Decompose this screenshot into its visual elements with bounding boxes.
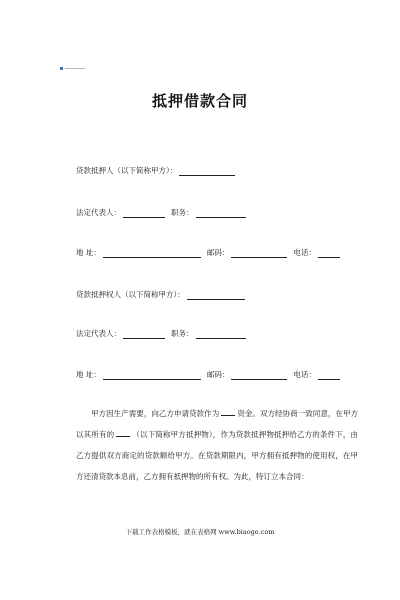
address-label: 地 址： — [76, 248, 101, 257]
borrower-label: 贷款抵押人（以下简称甲方）： — [76, 166, 178, 175]
legal-rep-blank-2[interactable] — [123, 330, 165, 339]
phone-label-2: 电话： — [293, 370, 316, 379]
body-text-3: （以下简称甲方抵押物），作为贷款抵押物抵押给乙方的条件下，由乙方提供双方商定的贷款额给甲方。在贷款期限内，甲方拥有抵押物的使用权，在甲方还清贷款本息前，乙方拥有抵押物的所有权。为此，特订立本合同： — [76, 430, 358, 481]
legal-rep-label: 法定代表人： — [76, 208, 121, 217]
phone-label: 电话： — [293, 248, 316, 257]
postcode-blank[interactable] — [231, 249, 287, 258]
phone-blank-2[interactable] — [318, 371, 340, 380]
address-line-1 — [76, 248, 342, 258]
legal-rep-blank[interactable] — [123, 209, 165, 218]
position-label-2: 职务： — [171, 329, 194, 338]
pledge-item-blank[interactable] — [116, 428, 130, 437]
postcode-label-2: 邮码： — [206, 370, 230, 379]
logo-icon — [60, 66, 90, 70]
loan-purpose-blank[interactable] — [221, 407, 235, 416]
address-blank[interactable] — [103, 249, 201, 258]
lender-label: 贷款抵押权人（以下简称甲方）： — [76, 290, 185, 299]
postcode-label: 邮码： — [206, 248, 230, 257]
phone-blank[interactable] — [318, 249, 340, 258]
contract-body-paragraph — [76, 403, 358, 487]
address-line-2 — [76, 370, 342, 380]
body-text-2: 资金。双方经协商一致同意，在甲方以其所有的 — [76, 409, 359, 439]
lender-blank[interactable] — [187, 291, 245, 300]
position-blank-2[interactable] — [196, 330, 246, 339]
lender-line — [76, 290, 247, 300]
borrower-line — [76, 166, 237, 176]
legal-rep-line-1 — [76, 208, 248, 218]
position-blank[interactable] — [196, 209, 246, 218]
borrower-blank[interactable] — [179, 167, 235, 176]
body-text-1: 甲方因生产需要，向乙方申请贷款作为 — [91, 409, 220, 418]
legal-rep-label-2: 法定代表人： — [76, 329, 121, 338]
postcode-blank-2[interactable] — [231, 371, 287, 380]
address-blank-2[interactable] — [103, 371, 201, 380]
legal-rep-line-2 — [76, 329, 248, 339]
footer-note: 下载工作表格模板，就在表格网 www.biaoge.com — [125, 528, 275, 536]
position-label: 职务： — [171, 208, 194, 217]
address-label-2: 地 址： — [76, 370, 101, 379]
page-title: 抵押借款合同 — [151, 92, 248, 110]
